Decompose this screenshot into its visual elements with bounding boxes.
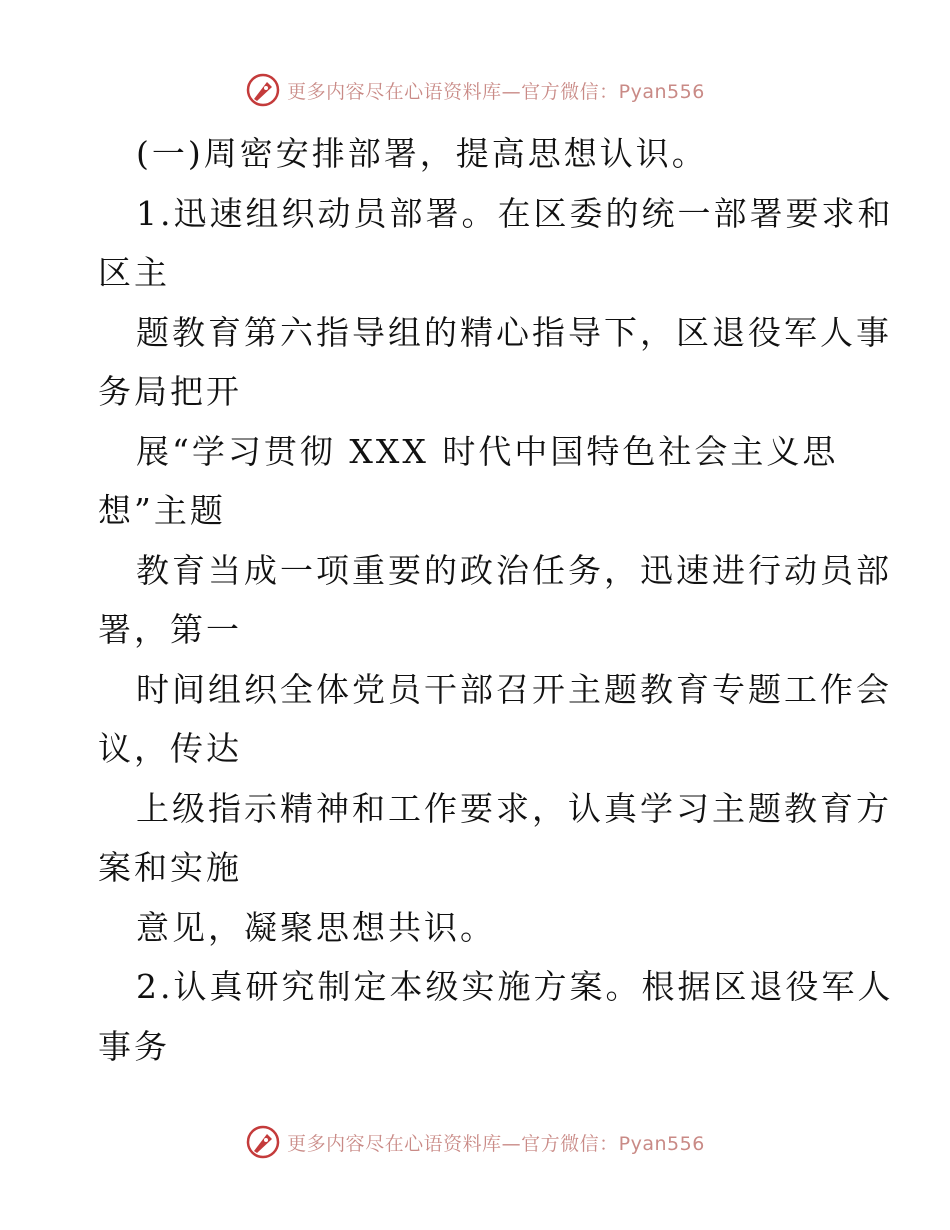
paragraph-line: 1.迅速组织动员部署。在区委的统一部署要求和 xyxy=(136,193,894,233)
pen-nib-logo-icon xyxy=(245,72,281,108)
watermark-text: 更多内容尽在心语资料库—官方微信：Pyan556 xyxy=(287,1132,705,1155)
watermark-text: 更多内容尽在心语资料库—官方微信：Pyan556 xyxy=(287,80,705,103)
paragraph-line: 展“学习贯彻 XXX 时代中国特色社会主义思 xyxy=(136,431,839,471)
paragraph-line: 时间组织全体党员干部召开主题教育专题工作会 xyxy=(136,669,892,709)
pen-nib-logo-icon xyxy=(245,1124,281,1160)
section-heading: (一)周密安排部署，提高思想认识。 xyxy=(136,134,708,173)
paragraph-line: 2.认真研究制定本级实施方案。根据区退役军人 xyxy=(136,967,894,1006)
paragraph-line: 教育当成一项重要的政治任务，迅速进行动员部 xyxy=(136,550,892,590)
header-watermark xyxy=(0,72,950,108)
paragraph-line: 事务 xyxy=(98,1026,170,1066)
paragraph-line: 案和实施 xyxy=(98,848,242,887)
paragraph-line: 议，传达 xyxy=(98,729,242,768)
paragraph-line: 署，第一 xyxy=(98,610,242,649)
paragraph-line: 题教育第六指导组的精心指导下，区退役军人事 xyxy=(136,312,892,352)
paragraph-line: 想”主题 xyxy=(98,491,226,530)
paragraph-line: 区主 xyxy=(98,253,170,292)
footer-watermark xyxy=(0,1124,950,1160)
paragraph-line: 上级指示精神和工作要求，认真学习主题教育方 xyxy=(136,788,892,828)
document-body xyxy=(98,124,894,1076)
paragraph-line: 务局把开 xyxy=(98,372,242,411)
paragraph-line: 意见，凝聚思想共识。 xyxy=(136,907,496,947)
